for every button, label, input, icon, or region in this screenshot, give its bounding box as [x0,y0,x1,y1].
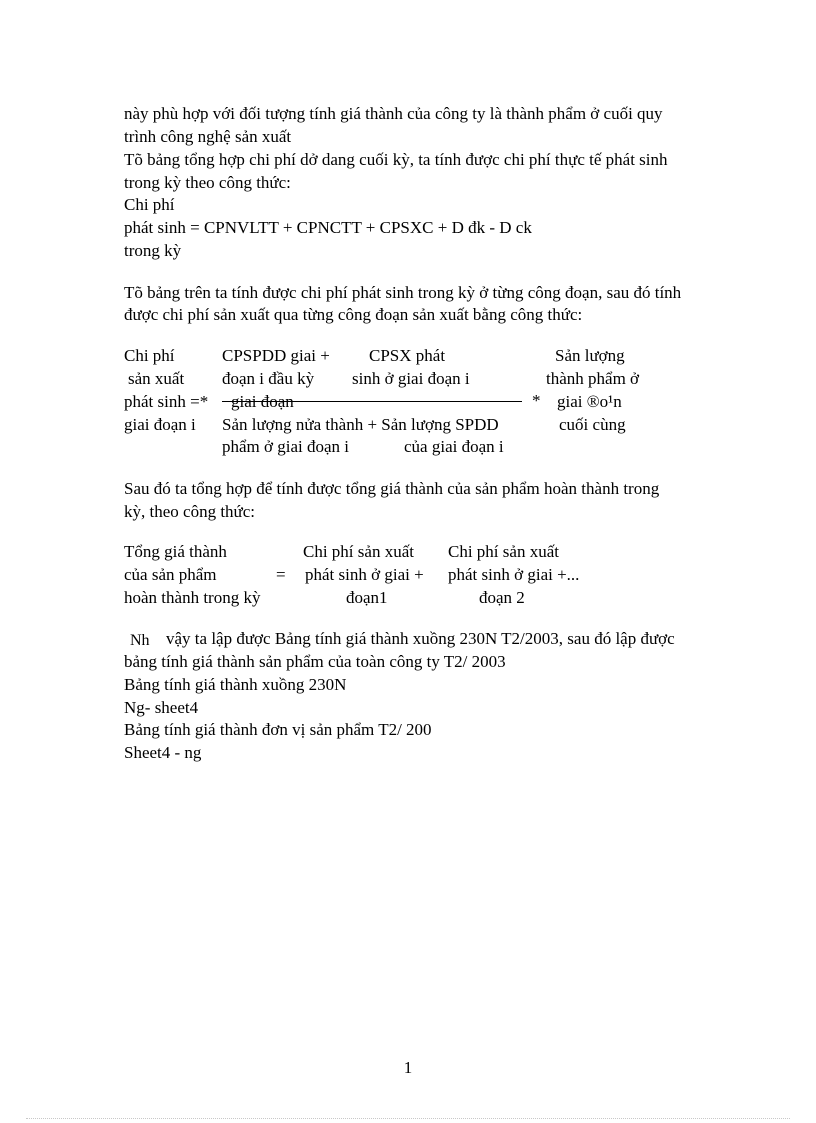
text-line: Sau đó ta tổng hợp để tính được tổng giá thành của sản phẩm hoàn thành trong [124,479,660,498]
formula1-numerator-a: đoạn i đầu kỳ [222,369,315,388]
formula2-equals: = [276,565,286,584]
formula1-right: giai ®o¹n [557,392,622,411]
formula2-term2: đoạn 2 [479,588,525,607]
formula1-left: Chi phí [124,346,175,365]
formula2-term1: phát sinh ở giai + [305,565,424,584]
formula1-left: giai đoạn i [124,415,196,434]
text-fragment: Nh [130,632,150,649]
formula1-numerator-a: giai đoạn [231,392,294,411]
text-line: Tõ bảng trên ta tính được chi phí phát sinh trong kỳ ở từng công đoạn, sau đó tính [124,283,682,302]
formula2-term2: Chi phí sản xuất [448,542,559,561]
formula1-right: cuối cùng [559,415,626,434]
page-number: 1 [403,1058,413,1077]
formula2-left: Tổng giá thành [124,542,227,561]
formula2-term1: Chi phí sản xuất [303,542,414,561]
formula2-left: hoàn thành trong kỳ [124,588,261,607]
formula1-numerator-a: CPSPDD giai + [222,346,330,365]
text-line: vậy ta lập được Bảng tính giá thành xuồng 230N T2/2003, sau đó lập được [166,629,675,648]
text-line: trong kỳ [124,241,182,260]
text-line: kỳ, theo công thức: [124,502,256,521]
text-line: trình công nghệ sản xuất [124,127,292,146]
formula2-term1: đoạn1 [346,588,388,607]
formula1-numerator-b: CPSX phát [369,346,446,365]
text-line: bảng tính giá thành sản phẩm của toàn công ty T2/ 2003 [124,652,506,671]
formula1-denominator: của giai đoạn i [404,437,504,456]
text-line: Tõ bảng tổng hợp chi phí dở dang cuối kỳ, ta tính được chi phí thực tế phát sinh [124,150,668,169]
formula-line: phát sinh = CPNVLTT + CPNCTT + CPSXC + D đk - D ck [124,218,532,237]
formula1-right: Sản lượng [555,346,625,365]
formula1-times: * [532,391,541,410]
text-line: này phù hợp với đối tượng tính giá thành của công ty là thành phẩm ở cuối quy [124,104,663,123]
formula1-numerator-b: sinh ở giai đoạn i [352,369,470,388]
formula1-left: sản xuất [128,369,185,388]
page-edge-divider [26,1118,790,1119]
formula1-right: thành phẩm ở [546,369,640,388]
formula1-left: phát sinh =* [124,392,209,411]
fraction-bar [222,401,522,402]
text-line: Bảng tính giá thành đơn vị sản phẩm T2/ 200 [124,720,432,739]
text-line: Ng- sheet4 [124,698,199,717]
formula1-denominator: Sản lượng nửa thành + Sản lượng SPDD [222,415,499,434]
text-line: Sheet4 - ng [124,743,202,762]
formula2-left: của sản phẩm [124,565,217,584]
text-line: Bảng tính giá thành xuồng 230N [124,675,347,694]
formula1-denominator: phẩm ở giai đoạn i [222,437,350,456]
formula2-term2: phát sinh ở giai +... [448,565,580,584]
text-line: trong kỳ theo công thức: [124,173,291,192]
text-line: Chi phí [124,195,175,214]
text-line: được chi phí sản xuất qua từng công đoạn sản xuất bằng công thức: [124,305,583,324]
